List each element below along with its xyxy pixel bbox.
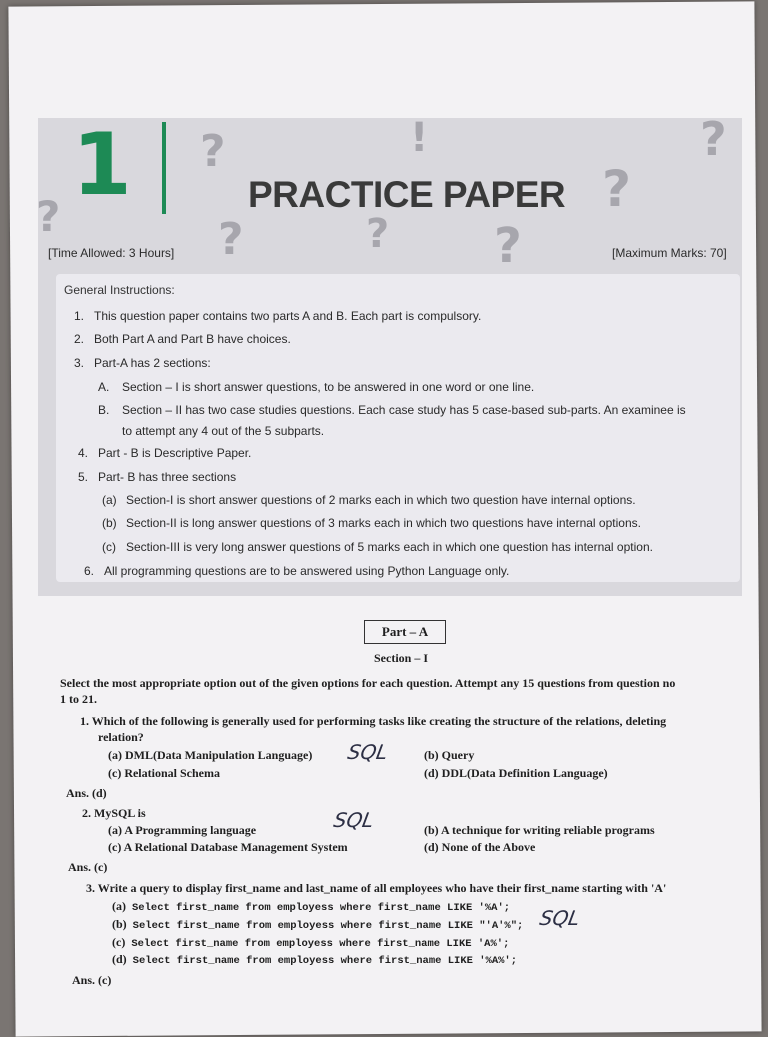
option-c: (c) Select first_name from employess where first_name LIKE 'A%'; [112,935,510,950]
question-text-cont: relation? [98,730,144,744]
answer: Ans. (d) [66,786,107,800]
question-mark-decoration: ! [410,115,429,161]
instructions-heading: General Instructions: [64,283,175,297]
part-a-intro: Select the most appropriate option out of the given options for each question. Attempt any 15 questions from question no [60,676,676,690]
option-c: (c) A Relational Database Management System [108,840,348,854]
option-b: (b) Query [424,748,475,762]
option-a: (a) A Programming language [108,823,257,837]
maximum-marks: [Maximum Marks: 70] [612,246,727,260]
instruction-item: 4. Part - B is Descriptive Paper. [78,446,252,460]
question-mark-decoration: ? [494,218,522,274]
part-a-intro-cont: 1 to 21. [60,692,97,706]
instruction-item: (a) Section-I is short answer questions of 2 marks each in which two question have internal options. [102,493,636,507]
option-a: (a) DML(Data Manipulation Language) [108,748,313,762]
instruction-item: 5. Part- B has three sections [78,470,237,484]
option-b: (b) A technique for writing reliable programs [424,823,655,837]
handwritten-note: SQL [537,906,582,930]
question-text: 2. MySQL is [82,806,146,820]
time-allowed: [Time Allowed: 3 Hours] [48,246,175,260]
question-mark-decoration: ? [200,126,226,177]
instruction-item: 2. Both Part A and Part B have choices. [74,332,291,346]
option-b: (b) Select first_name from employess where first_name LIKE "'A'%"; [112,917,524,932]
general-instructions-box [56,274,740,582]
instruction-item: A. Section – I is short answer questions, to be answered in one word or one line. [98,380,535,394]
chapter-number: 1 [72,115,132,215]
question-text: 3. Write a query to display first_name and last_name of all employees who have their first_name starting with 'A' [86,881,667,895]
answer: Ans. (c) [68,860,108,874]
handwritten-note: SQL [331,808,376,832]
chapter-divider [162,122,166,214]
instruction-item: to attempt any 4 out of the 5 subparts. [122,424,325,438]
question-mark-decoration: ? [36,192,61,241]
instruction-item: 1. This question paper contains two parts A and B. Each part is compulsory. [74,309,482,323]
question-text: 1. Which of the following is generally used for performing tasks like creating the structure of the relations, deleting [80,714,667,728]
instruction-item: 3. Part-A has 2 sections: [74,356,211,370]
option-a: (a) Select first_name from employess where first_name LIKE '%A'; [112,899,511,914]
page-title: PRACTICE PAPER [248,174,566,215]
section-label: Section – I [374,651,428,665]
instruction-item: (c) Section-III is very long answer questions of 5 marks each in which one question has internal option. [102,540,653,554]
instruction-item: B. Section – II has two case studies questions. Each case study has 5 case-based sub-parts. An examinee is [98,403,686,417]
option-c: (c) Relational Schema [108,766,220,780]
instruction-item: (b) Section-II is long answer questions of 3 marks each in which two questions have internal options. [102,516,641,530]
option-d: (d) DDL(Data Definition Language) [424,766,608,780]
part-a-label: Part – A [364,620,446,644]
handwritten-note: SQL [345,740,390,764]
instruction-item: 6. All programming questions are to be answered using Python Language only. [84,564,510,578]
option-d: (d) None of the Above [424,840,536,854]
option-d: (d) Select first_name from employess where first_name LIKE '%A%'; [112,952,518,967]
question-mark-decoration: ? [602,160,632,218]
answer: Ans. (c) [72,973,112,987]
question-mark-decoration: ? [700,112,727,166]
question-mark-decoration: ? [366,211,390,257]
question-mark-decoration: ? [218,214,244,265]
